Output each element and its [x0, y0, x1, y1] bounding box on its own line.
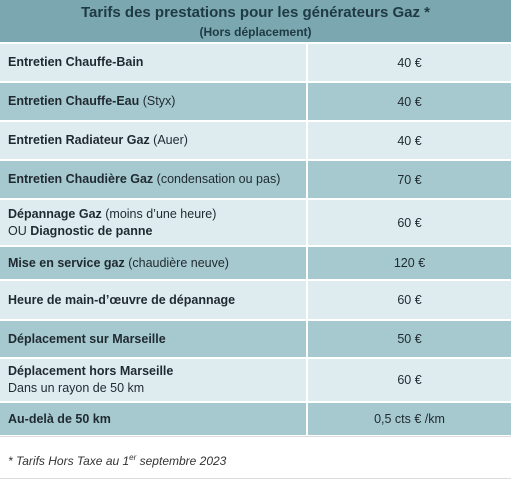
footnote-divider [0, 436, 511, 437]
bottom-divider [0, 478, 511, 479]
table-row [0, 403, 511, 437]
price-value: 0,5 cts € /km [374, 412, 445, 426]
table-subtitle: (Hors déplacement) [199, 25, 312, 39]
price-value: 60 € [397, 215, 422, 230]
service-label: Entretien Chauffe-Bain [0, 44, 308, 81]
table-row [0, 247, 511, 281]
table-row [0, 161, 511, 200]
service-label: Mise en service gaz (chaudière neuve) [0, 247, 308, 279]
price-value: 60 € [397, 373, 422, 387]
table-row [0, 359, 511, 403]
service-label: Déplacement hors Marseille Dans un rayon de 50 km [0, 359, 308, 401]
table-row [0, 83, 511, 122]
service-label: Au-delà de 50 km [0, 403, 308, 435]
price-value: 40 € [397, 94, 422, 109]
table-title: Tarifs des prestations pour les générateurs Gaz * [81, 4, 430, 21]
price-value: 40 € [397, 133, 422, 148]
price-value: 40 € [397, 55, 422, 70]
price-value: 50 € [397, 332, 422, 346]
service-label: Entretien Chaudière Gaz (condensation ou pas) [0, 161, 308, 198]
table-header [0, 0, 511, 44]
price-value: 70 € [397, 172, 422, 187]
price-value: 120 € [393, 256, 426, 270]
service-label: Entretien Radiateur Gaz (Auer) [0, 122, 308, 159]
service-label: Déplacement sur Marseille [0, 321, 308, 357]
table-row [0, 122, 511, 161]
table-row [0, 44, 511, 83]
table-row [0, 281, 511, 321]
service-label: Entretien Chauffe-Eau (Styx) [0, 83, 308, 120]
service-label: Heure de main-d’œuvre de dépannage [0, 281, 308, 319]
table-row [0, 200, 511, 247]
service-label: Dépannage Gaz (moins d’une heure) OU Diagnostic de panne [0, 200, 308, 245]
price-value: 60 € [397, 293, 422, 307]
table-row [0, 321, 511, 359]
footnote: * Tarifs Hors Taxe au 1er septembre 2023 [8, 453, 227, 468]
